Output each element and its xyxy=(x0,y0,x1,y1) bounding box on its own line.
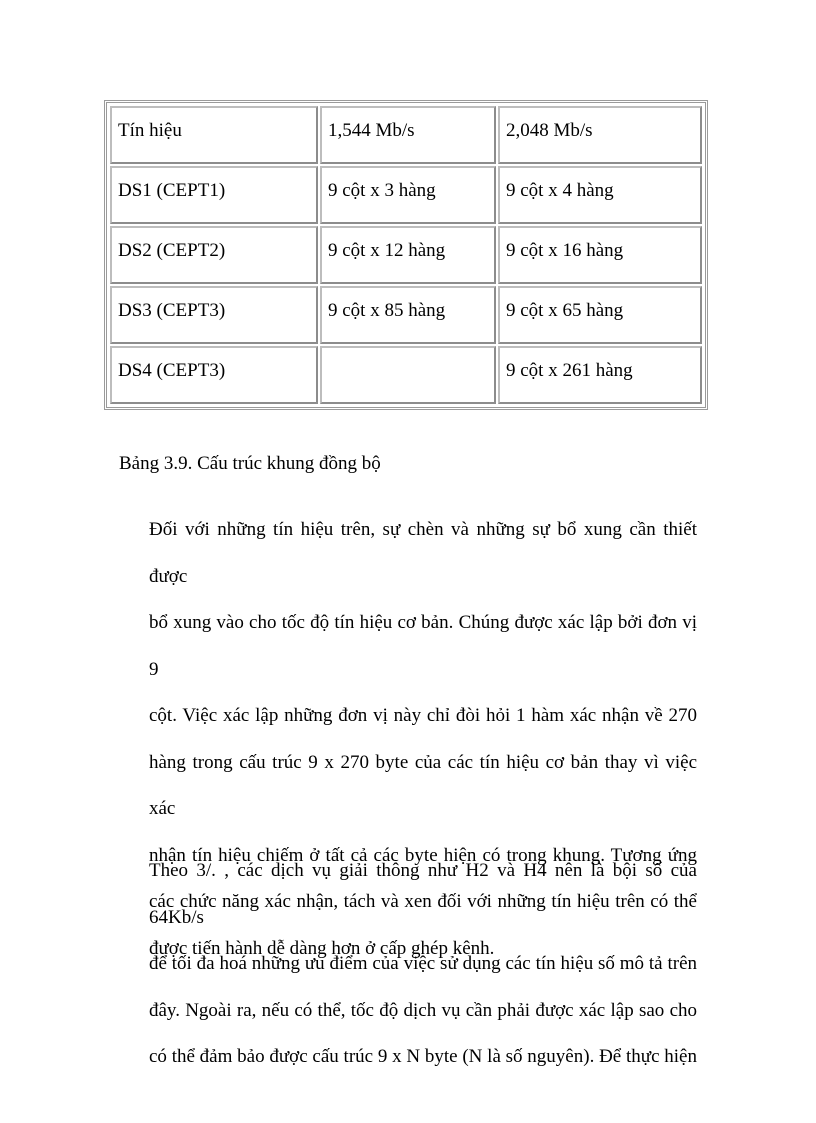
table-cell: Tín hiệu xyxy=(110,106,318,164)
table-cell: 9 cột x 16 hàng xyxy=(498,226,702,284)
table-row xyxy=(110,286,702,344)
paragraph-line: các chức năng xác nhận, tách và xen đối với những tín hiệu trên có thể xyxy=(149,891,697,912)
paragraph-line: cột. Việc xác lập những đơn vị này chỉ đòi hỏi 1 hàm xác nhận về 270 xyxy=(149,705,697,726)
paragraph-line: được tiến hành dễ dàng hơn ở cấp ghép kênh. xyxy=(149,937,495,959)
table-row xyxy=(110,346,702,404)
table-cell: 9 cột x 261 hàng xyxy=(498,346,702,404)
paragraph-line: để tối đa hoá những ưu điểm của việc sử dụng các tín hiệu số mô tả trên xyxy=(149,953,697,974)
table-row xyxy=(110,166,702,224)
paragraph-line: có thể đảm bảo được cấu trúc 9 x N byte (N là số nguyên). Để thực hiện xyxy=(149,1046,697,1067)
table-caption: Bảng 3.9. Cấu trúc khung đồng bộ xyxy=(119,453,381,474)
paragraph-line: đây. Ngoài ra, nếu có thể, tốc độ dịch vụ cần phải được xác lập sao cho xyxy=(149,999,697,1021)
table-cell: 9 cột x 4 hàng xyxy=(498,166,702,224)
table-cell: 1,544 Mb/s xyxy=(320,106,496,164)
paragraph-line: Đối với những tín hiệu trên, sự chèn và những sự bổ xung cần thiết được xyxy=(149,519,697,587)
table-cell: 2,048 Mb/s xyxy=(498,106,702,164)
table xyxy=(108,104,704,406)
sync-frame-table xyxy=(104,100,708,410)
table-header-row xyxy=(110,106,702,164)
table-cell: DS4 (CEPT3) xyxy=(110,346,318,404)
table-cell: DS1 (CEPT1) xyxy=(110,166,318,224)
paragraph-line: hàng trong cấu trúc 9 x 270 byte của các tín hiệu cơ bản thay vì việc xác xyxy=(149,751,697,819)
body-paragraph xyxy=(149,848,697,1081)
paragraph-line: Theo 3/. , các dịch vụ giải thông như H2 và H4 nên là bội số của 64Kb/s xyxy=(149,860,697,928)
paragraph-line: nhận tín hiệu chiếm ở tất cả các byte hiện có trong khung. Tương ứng xyxy=(149,844,697,866)
table-cell: 9 cột x 12 hàng xyxy=(320,226,496,284)
table-cell: 9 cột x 85 hàng xyxy=(320,286,496,344)
table-cell: 9 cột x 65 hàng xyxy=(498,286,702,344)
table-cell: DS2 (CEPT2) xyxy=(110,226,318,284)
table-row xyxy=(110,226,702,284)
table-cell: 9 cột x 3 hàng xyxy=(320,166,496,224)
table-cell: DS3 (CEPT3) xyxy=(110,286,318,344)
table-cell xyxy=(320,346,496,404)
paragraph-line: bổ xung vào cho tốc độ tín hiệu cơ bản. Chúng được xác lập bởi đơn vị 9 xyxy=(149,612,697,680)
